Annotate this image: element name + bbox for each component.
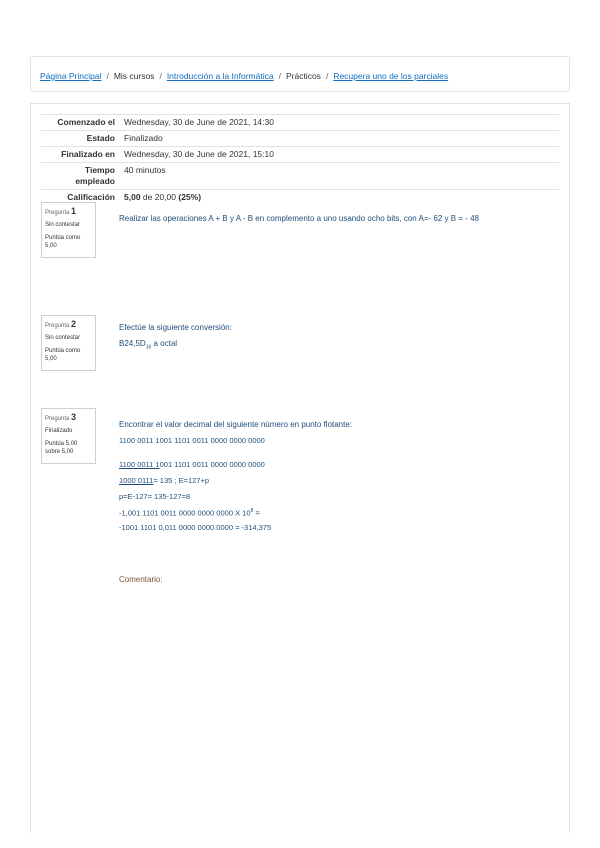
breadcrumb-separator: / [278, 71, 281, 81]
breadcrumb-bar [30, 56, 570, 92]
answer-text: 001 1101 0011 0000 0000 0000 [159, 460, 265, 469]
conversion-base: 16 [145, 344, 152, 351]
breadcrumb-separator: / [106, 71, 109, 81]
question-label: Pregunta [45, 210, 70, 216]
answer-underlined: 1000 0111 [119, 476, 154, 485]
started-value: Wednesday, 30 de June de 2021, 14:30 [124, 117, 274, 127]
question-1-state: Sin contestar [45, 222, 81, 228]
grade-value-cell [120, 190, 559, 206]
question-3-text-line2: 1100 0011 1001 1101 0011 0000 0000 0000 [119, 436, 265, 445]
question-2-state: Sin contestar [45, 335, 81, 341]
question-label: Pregunta [45, 323, 70, 329]
summary-row-state [41, 131, 559, 147]
question-2-number [45, 320, 92, 330]
state-value: Finalizado [124, 133, 163, 143]
question-1-info [41, 202, 96, 258]
finished-value: Wednesday, 30 de June de 2021, 15:10 [124, 149, 274, 159]
breadcrumb-home-link[interactable]: Página Principal [40, 71, 102, 81]
grade-label: Calificación [67, 192, 115, 202]
state-label: Estado [86, 133, 115, 143]
question-3-number [45, 413, 92, 423]
grade-value: 5,00 [124, 192, 141, 202]
answer-line-2 [119, 475, 209, 486]
summary-row-finished [41, 147, 559, 163]
question-2-info [41, 315, 96, 371]
question-number: 3 [71, 412, 77, 422]
question-3-info [41, 408, 96, 464]
question-2-text-line1: Efectúe la siguiente conversión: [119, 323, 232, 332]
answer-text: -1,001 1101 0011 0000 0000 0000 X 10 [119, 508, 251, 518]
finished-label: Finalizado en [61, 149, 115, 159]
breadcrumb [40, 71, 448, 81]
question-3-text-line1: Encontrar el valor decimal del siguiente número en punto flotante: [119, 420, 353, 429]
breadcrumb-my-courses: Mis cursos [113, 71, 155, 81]
started-label: Comenzado el [57, 117, 115, 127]
question-1-grade: Puntúa como 5,00 [45, 235, 81, 249]
answer-text: = 135 ; E=127+p [153, 476, 210, 485]
breadcrumb-section: Prácticos [285, 71, 321, 81]
grade-percent: (25%) [178, 192, 202, 202]
question-1-number [45, 207, 92, 217]
answer-text: = [253, 508, 260, 518]
question-3-comment-label: Comentario: [119, 575, 163, 584]
answer-line-4 [119, 506, 260, 519]
breadcrumb-separator: / [159, 71, 162, 81]
question-number: 2 [71, 319, 77, 329]
question-label: Pregunta [45, 416, 70, 422]
breadcrumb-separator: / [325, 71, 329, 81]
question-2-grade: Puntúa como 5,00 [45, 348, 81, 362]
question-number: 1 [71, 206, 77, 216]
breadcrumb-activity-link[interactable]: Recupera uno de los parciales [333, 71, 449, 81]
question-3-state: Finalizado [45, 428, 73, 434]
time-label-line1: Tiempo [84, 165, 115, 175]
question-3-grade: Puntúa 5,00 sobre 5,00 [45, 441, 78, 455]
grade-of: de 20,00 [142, 192, 177, 202]
answer-line-1 [119, 459, 265, 470]
answer-line-5: -1001 1101 0,011 0000 0000 0000 = -314,375 [119, 523, 272, 532]
question-2-text-line2 [119, 338, 177, 354]
summary-row-started [41, 115, 559, 131]
summary-row-grade [41, 190, 559, 206]
quiz-review-region [30, 103, 570, 833]
answer-underlined: 1100 0011 1 [119, 460, 160, 469]
conversion-value: B24,5D [119, 339, 146, 348]
time-label [41, 163, 120, 190]
question-1-text: Realizar las operaciones A + B y A - B en complemento a uno usando ocho bits, con A=- 62 y B = - 48 [119, 214, 479, 223]
time-label-line2: empleado [75, 176, 115, 186]
summary-row-time [41, 163, 559, 190]
conversion-target: a octal [151, 339, 178, 348]
answer-exponent: 8 [250, 508, 254, 514]
attempt-summary-table [41, 114, 559, 205]
breadcrumb-course-link[interactable]: Introducción a la Informática [166, 71, 274, 81]
answer-line-3: p=E-127= 135-127=8 [119, 492, 191, 501]
time-value: 40 minutos [124, 165, 166, 175]
